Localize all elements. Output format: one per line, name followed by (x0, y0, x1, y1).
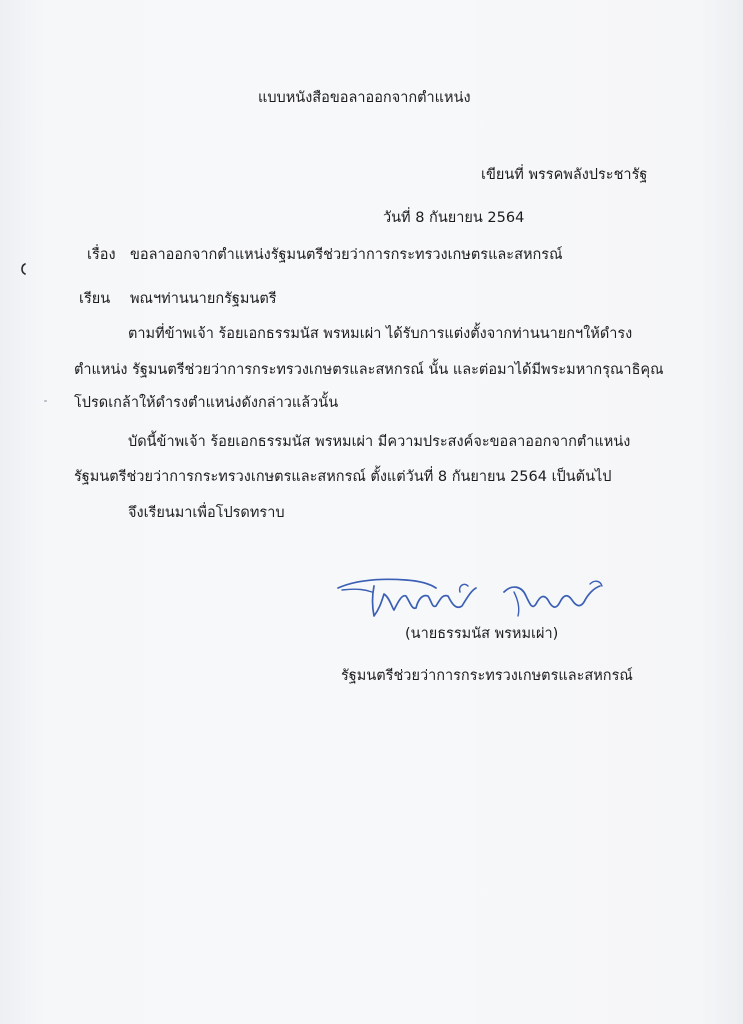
recipient-label: เรียน (79, 291, 111, 307)
subject-label: เรื่อง (87, 247, 116, 263)
closing-line: จึงเรียนมาเพื่อโปรดทราบ (128, 505, 285, 521)
signatory-name: (นายธรรมนัส พรหมเผ่า) (405, 626, 559, 642)
signature (332, 566, 632, 626)
margin-mark (20, 263, 26, 275)
paragraph-1-line-2: ตำแหน่ง รัฐมนตรีช่วยว่าการกระทรวงเกษตรและสหกรณ์ นั้น และต่อมาได้มีพระมหากรุณาธิคุณ (74, 362, 664, 378)
subject-text: ขอลาออกจากตำแหน่งรัฐมนตรีช่วยว่าการกระทรวงเกษตรและสหกรณ์ (130, 247, 563, 263)
recipient-text: พณฯท่านนายกรัฐมนตรี (130, 291, 277, 307)
written-at: เขียนที่ พรรคพลังประชารัฐ (481, 167, 648, 183)
signatory-position: รัฐมนตรีช่วยว่าการกระทรวงเกษตรและสหกรณ์ (341, 668, 633, 684)
paragraph-2-line-1: บัดนี้ข้าพเจ้า ร้อยเอกธรรมนัส พรหมเผ่า มีความประสงค์จะขอลาออกจากตำแหน่ง (128, 434, 631, 450)
paper-speck (44, 400, 47, 402)
paragraph-2-line-2: รัฐมนตรีช่วยว่าการกระทรวงเกษตรและสหกรณ์ ตั้งแต่วันที่ 8 กันยายน 2564 เป็นต้นไป (74, 469, 612, 485)
document-date: วันที่ 8 กันยายน 2564 (383, 210, 525, 226)
paragraph-1-line-3: โปรดเกล้าให้ดำรงตำแหน่งดังกล่าวแล้วนั้น (74, 395, 339, 411)
document-title: แบบหนังสือขอลาออกจากตำแหน่ง (258, 90, 471, 106)
paragraph-1-line-1: ตามที่ข้าพเจ้า ร้อยเอกธรรมนัส พรหมเผ่า ได้รับการแต่งตั้งจากท่านนายกฯให้ดำรง (128, 326, 633, 342)
